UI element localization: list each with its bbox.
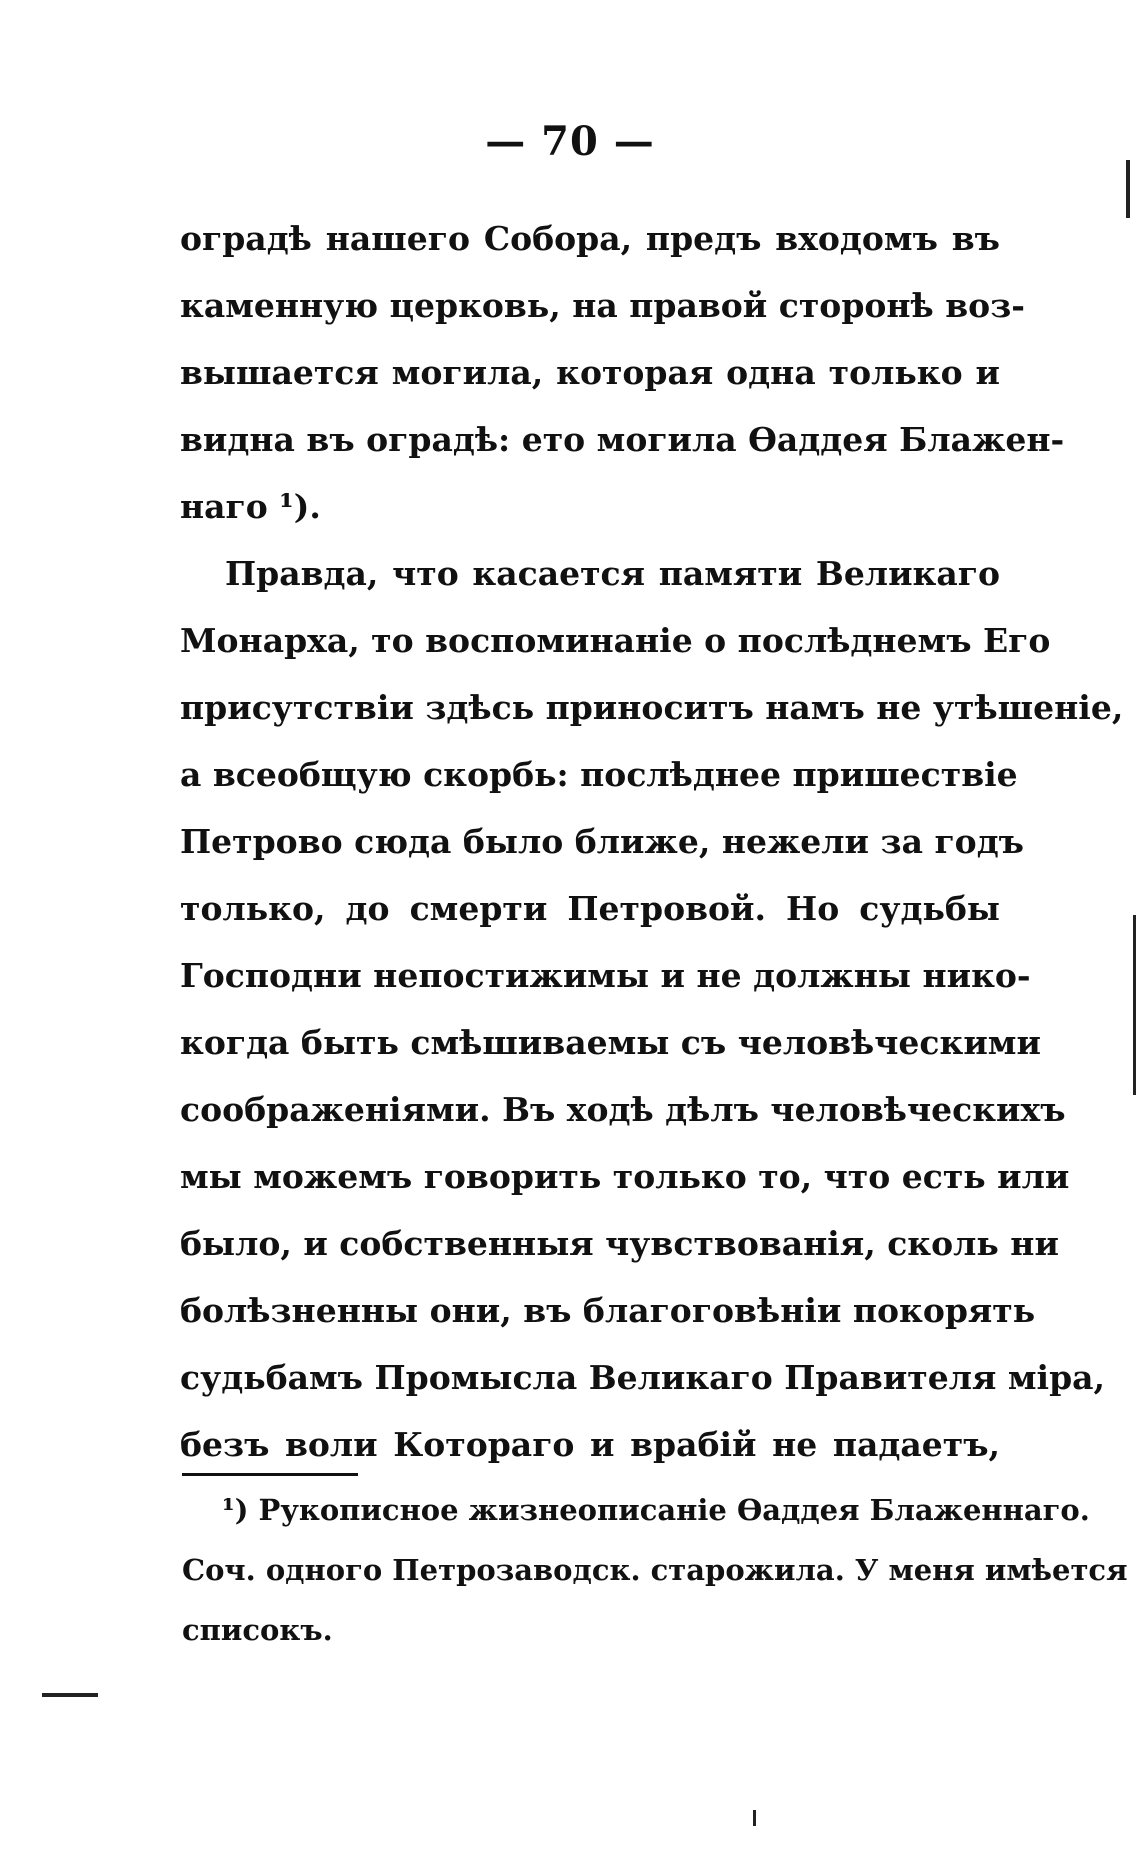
scan-mark-right-middle <box>1133 915 1136 1095</box>
text-line: Монарха, то воспоминаніе о послѣднемъ Его <box>180 621 1051 660</box>
scan-mark-right-top <box>1126 160 1130 218</box>
text-line: судьбамъ Промысла Великаго Правителя міра, <box>180 1358 1106 1397</box>
scan-mark-left-bottom <box>42 1693 98 1697</box>
page-number: — 70 — <box>485 118 655 165</box>
text-line: наго ¹). <box>180 487 321 526</box>
text-line: каменную церковь, на правой сторонѣ воз- <box>180 286 1025 325</box>
text-line: мы можемъ говорить только то, что есть или <box>180 1157 1070 1196</box>
text-line: только, до смерти Петровой. Но судьбы <box>180 889 1000 928</box>
footnotes <box>182 1480 1128 1660</box>
footnote-line: ¹) Рукописное жизнеописаніе Ѳаддея Блаженнаго. <box>222 1493 1090 1527</box>
scan-mark-bottom <box>753 1810 756 1826</box>
footnote-line: Соч. одного Петрозаводск. старожила. У меня имѣется <box>182 1553 1128 1587</box>
footnote-line: списокъ. <box>182 1613 333 1647</box>
text-line: когда быть смѣшиваемы съ человѣческими <box>180 1023 1041 1062</box>
text-line: присутствіи здѣсь приноситъ намъ не утѣшеніе, <box>180 688 1124 727</box>
paragraph-start-line: Правда, что касается памяти Великаго <box>225 554 1000 593</box>
text-line: оградѣ нашего Собора, предъ входомъ въ <box>180 219 1000 258</box>
text-line: болѣзненны они, въ благоговѣніи покорять <box>180 1291 1036 1330</box>
text-line: Господни непостижимы и не должны нико- <box>180 956 1031 995</box>
footnote-divider <box>182 1473 358 1476</box>
text-line: соображеніями. Въ ходѣ дѣлъ человѣческихъ <box>180 1090 1066 1129</box>
body-text <box>180 205 1124 1478</box>
text-line: а всеобщую скорбь: послѣднее пришествіе <box>180 755 1018 794</box>
text-line: безъ воли Котораго и врабій не падаетъ, <box>180 1425 1000 1464</box>
text-line: вышается могила, которая одна только и <box>180 353 1000 392</box>
text-line: видна въ оградѣ: ето могила Ѳаддея Блажен- <box>180 420 1065 459</box>
text-line: было, и собственныя чувствованія, сколь ни <box>180 1224 1059 1263</box>
text-line: Петрово сюда было ближе, нежели за годъ <box>180 822 1024 861</box>
